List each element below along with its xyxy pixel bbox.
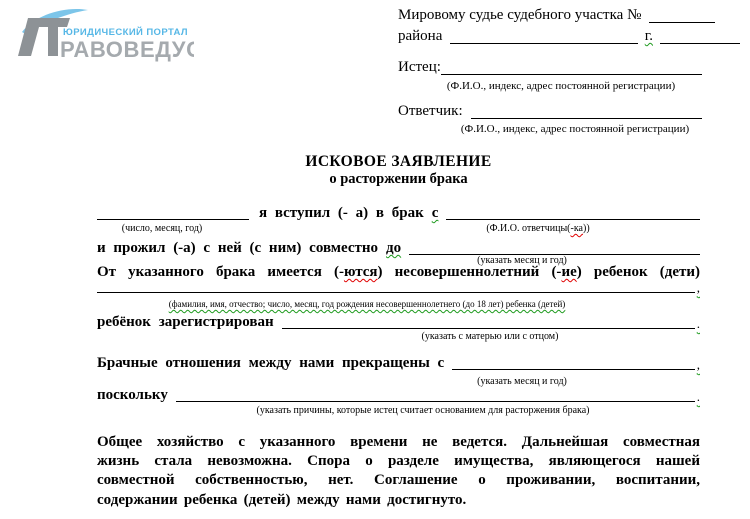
children-sentence-p3: ) ребенок (дети) (576, 264, 700, 280)
children-sentence-hl1: ются (343, 264, 378, 280)
child-registered-text: ребёнок зарегистрирован (97, 314, 274, 330)
child-registered-caption: (указать с матерью или с отцом) (421, 331, 559, 342)
closing-paragraph-line: совместной собственностью, нет. Соглашение о проживании, воспитании, (97, 472, 700, 489)
defendant-caption: (Ф.И.О., индекс, адрес постоянной регистрации) (460, 123, 690, 135)
relations-ended-line (97, 354, 700, 372)
plaintiff-blank (441, 74, 702, 75)
court-line-label: Мировому судье судебного участка № (398, 7, 642, 23)
children-sentence-p2: ) несовершеннолетний (- (377, 264, 562, 280)
children-details-caption: (фамилия, имя, отчество; число, месяц, год рождения несовершеннолетнего (до 18 лет) ребенка (детей) (168, 299, 566, 309)
because-period: . (696, 389, 700, 404)
plaintiff-label: Истец: (398, 59, 441, 75)
relations-ended-blank (452, 369, 695, 370)
children-details-line (97, 281, 700, 295)
children-sentence (97, 263, 700, 281)
relations-ended-text: Брачные отношения между нами прекращены с (97, 355, 445, 371)
marriage-text: я вступил (- а) в брак (259, 205, 424, 221)
spouse-name-blank (446, 219, 700, 220)
because-text: поскольку (97, 387, 168, 403)
court-line (398, 6, 715, 25)
logo-name: РАВОВЕДУС (60, 37, 194, 62)
marriage-text-tail: с (431, 205, 439, 221)
child-registered-line (97, 313, 700, 331)
pravovedus-logo[interactable] (8, 4, 194, 67)
doc-title: ИСКОВОЕ ЗАЯВЛЕНИЕ (305, 153, 492, 170)
child-registered-blank (282, 328, 695, 329)
closing-paragraph-line: Общее хозяйство с указанного времени не ведется. Дальнейшая совместная (97, 434, 700, 450)
spouse-fio-caption-part1: (Ф.И.О. ответчицы( (486, 223, 571, 234)
child-registered-period: . (696, 316, 700, 331)
plaintiff-row (398, 58, 702, 77)
logo-tagline: ЮРИДИЧЕСКИЙ ПОРТАЛ (63, 27, 188, 38)
closing-paragraph (97, 433, 700, 510)
defendant-row (398, 102, 702, 121)
district-blank (450, 43, 637, 44)
city-label: г. (644, 28, 653, 44)
lived-together-text: и прожил (-а) с ней (с ним) совместно (97, 240, 379, 256)
closing-paragraph-line: содержании ребенка (детей) между нами достигнуто. (97, 491, 467, 508)
date-caption: (число, месяц, год) (121, 223, 203, 234)
because-caption: (указать причины, которые истец считает основанием для расторжения брака) (256, 405, 590, 416)
closing-paragraph-line: жизнь стала невозможна. Спора о разделе имущества, являющегося нашей (97, 453, 700, 470)
doc-subtitle: о расторжении брака (329, 171, 468, 187)
plaintiff-caption: (Ф.И.О., индекс, адрес постоянной регистрации) (446, 80, 676, 92)
children-sentence-p1: От указанного брака имеется (- (97, 264, 344, 280)
because-line (97, 386, 700, 404)
district-label: района (398, 28, 443, 44)
children-details-comma: , (696, 280, 700, 295)
relations-ended-comma: , (696, 357, 700, 372)
defendant-label: Ответчик: (398, 103, 463, 119)
district-line (398, 27, 740, 46)
spouse-fio-caption-part2: )) (582, 223, 590, 234)
children-details-blank (97, 292, 695, 293)
spouse-fio-caption-suffix: -ка (570, 223, 583, 234)
because-blank (176, 401, 695, 402)
relations-ended-caption: (указать месяц и год) (477, 376, 567, 387)
spouse-fio-caption (447, 223, 629, 235)
marriage-date-blank (97, 219, 249, 220)
lived-together-tail: до (386, 240, 402, 256)
city-blank (660, 43, 740, 44)
children-sentence-hl2: ие (561, 264, 577, 280)
court-number-blank (649, 22, 715, 23)
marriage-line (97, 204, 700, 222)
until-date-caption: (указать месяц и год) (477, 255, 567, 266)
defendant-blank (471, 118, 702, 119)
